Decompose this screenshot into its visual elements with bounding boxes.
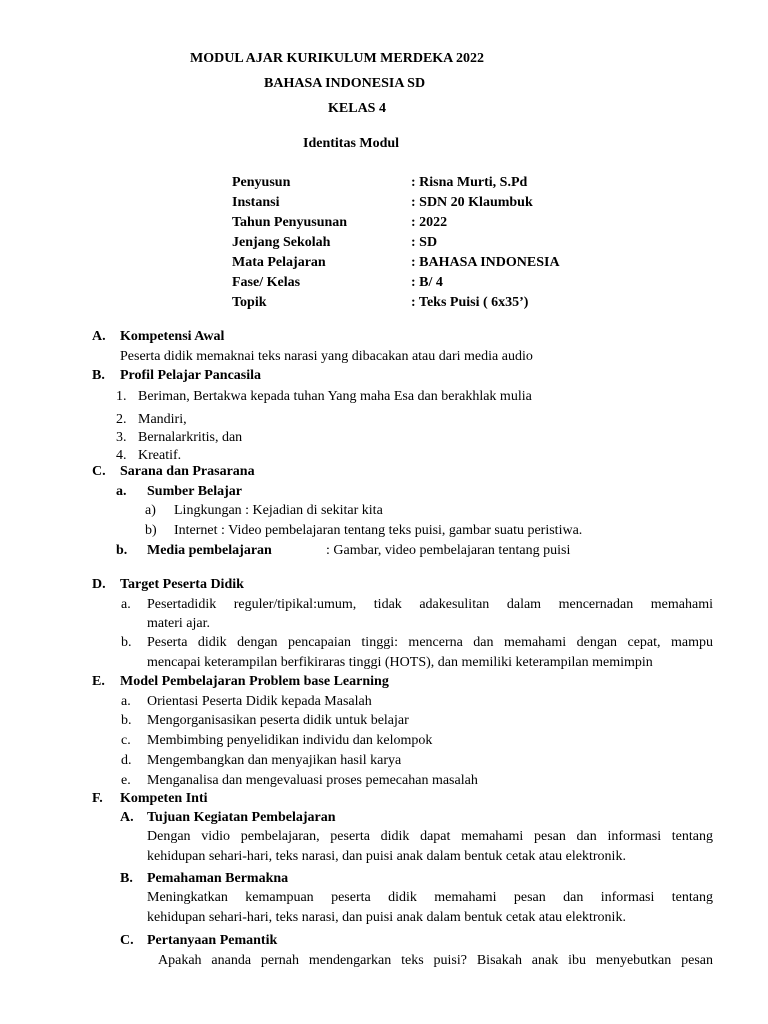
identity-value: : B/ 4 bbox=[411, 275, 443, 290]
list-item: Membimbing penyelidikan individu dan kelompok bbox=[147, 733, 433, 748]
list-number: e. bbox=[121, 773, 131, 788]
list-item: Kreatif. bbox=[138, 448, 182, 463]
identity-label: Jenjang Sekolah bbox=[232, 235, 331, 250]
section-title-profil-pelajar: Profil Pelajar Pancasila bbox=[120, 368, 262, 383]
list-item: Menganalisa dan mengevaluasi proses pemecahan masalah bbox=[147, 773, 478, 788]
document-title: MODUL AJAR KURIKULUM MERDEKA 2022 bbox=[190, 51, 485, 66]
identity-value: : Risna Murti, S.Pd bbox=[411, 175, 528, 190]
list-number: 3. bbox=[116, 430, 127, 445]
subsection-letter: C. bbox=[120, 933, 134, 948]
list-number: a. bbox=[121, 694, 131, 709]
document-class: KELAS 4 bbox=[328, 101, 386, 116]
subsection-value: : Gambar, video pembelajaran tentang puisi bbox=[326, 543, 571, 558]
identity-label: Topik bbox=[232, 295, 267, 310]
section-title-target: Target Peserta Didik bbox=[120, 577, 244, 592]
identity-label: Penyusun bbox=[232, 175, 291, 190]
list-item: Beriman, Bertakwa kepada tuhan Yang maha Esa dan berakhlak mulia bbox=[138, 389, 532, 404]
list-number: c. bbox=[121, 733, 131, 748]
subsection-title-tujuan: Tujuan Kegiatan Pembelajaran bbox=[147, 810, 336, 825]
list-item: Mengorganisasikan peserta didik untuk belajar bbox=[147, 713, 409, 728]
section-letter: C. bbox=[92, 464, 106, 479]
list-item-line: mencapai keterampilan berfikiraras tinggi (HOTS), dan memiliki keterampilan memimpin bbox=[147, 655, 653, 670]
identity-label: Mata Pelajaran bbox=[232, 255, 326, 270]
section-title-kompetensi-awal: Kompetensi Awal bbox=[120, 329, 225, 344]
list-item: Mengembangkan dan menyajikan hasil karya bbox=[147, 753, 402, 768]
list-item-line: materi ajar. bbox=[147, 616, 210, 631]
document-subject: BAHASA INDONESIA SD bbox=[264, 76, 426, 91]
list-item: Orientasi Peserta Didik kepada Masalah bbox=[147, 694, 372, 709]
section-body: Peserta didik memaknai teks narasi yang dibacakan atau dari media audio bbox=[120, 349, 533, 364]
section-letter: F. bbox=[92, 791, 103, 806]
identity-label: Tahun Penyusunan bbox=[232, 215, 348, 230]
list-item: Bernalarkritis, dan bbox=[138, 430, 243, 445]
list-number: a) bbox=[145, 503, 156, 518]
list-number: a. bbox=[121, 597, 131, 612]
section-letter: B. bbox=[92, 368, 105, 383]
section-letter: D. bbox=[92, 577, 106, 592]
section-letter: E. bbox=[92, 674, 105, 689]
subsection-title-media: Media pembelajaran bbox=[147, 543, 272, 558]
identity-value: : SDN 20 Klaumbuk bbox=[411, 195, 533, 210]
list-item: Mandiri, bbox=[138, 412, 187, 427]
list-item: Internet : Video pembelajaran tentang teks puisi, gambar suatu peristiwa. bbox=[174, 523, 583, 538]
identity-label: Fase/ Kelas bbox=[232, 275, 301, 290]
paragraph-line: Meningkatkan kemampuan peserta didik memahami pesan dan informasi tentang bbox=[147, 890, 713, 905]
list-item-line: Pesertadidik reguler/tipikal:umum, tidak adakesulitan dalam mencernadan memahami bbox=[147, 597, 713, 612]
list-number: b) bbox=[145, 523, 157, 538]
subsection-letter: A. bbox=[120, 810, 134, 825]
paragraph-line: kehidupan sehari-hari, teks narasi, dan puisi anak dalam bentuk cetak atau elektronik. bbox=[147, 910, 626, 925]
section-title-sarana: Sarana dan Prasarana bbox=[120, 464, 255, 479]
list-item: Lingkungan : Kejadian di sekitar kita bbox=[174, 503, 383, 518]
paragraph-line: Dengan vidio pembelajaran, peserta didik dapat memahami pesan dan informasi tentang bbox=[147, 829, 713, 844]
subsection-letter: B. bbox=[120, 871, 133, 886]
section-title-model: Model Pembelajaran Problem base Learning bbox=[120, 674, 389, 689]
subsection-letter: a. bbox=[116, 484, 127, 499]
identity-value: : 2022 bbox=[411, 215, 448, 230]
list-item-line: Peserta didik dengan pencapaian tinggi: mencerna dan memahami dengan cepat, mampu bbox=[147, 635, 713, 650]
identity-label: Instansi bbox=[232, 195, 280, 210]
list-number: b. bbox=[121, 713, 132, 728]
list-number: b. bbox=[121, 635, 132, 650]
list-number: 4. bbox=[116, 448, 127, 463]
subsection-title-sumber-belajar: Sumber Belajar bbox=[147, 484, 243, 499]
identity-value: : SD bbox=[411, 235, 438, 250]
list-number: d. bbox=[121, 753, 132, 768]
section-letter: A. bbox=[92, 329, 106, 344]
identity-value: : Teks Puisi ( 6x35’) bbox=[411, 295, 529, 310]
identity-value: : BAHASA INDONESIA bbox=[411, 255, 560, 270]
paragraph-line: kehidupan sehari-hari, teks narasi, dan puisi anak dalam bentuk cetak atau elektronik. bbox=[147, 849, 626, 864]
subsection-letter: b. bbox=[116, 543, 128, 558]
subsection-title-pertanyaan: Pertanyaan Pemantik bbox=[147, 933, 278, 948]
subsection-title-pemahaman: Pemahaman Bermakna bbox=[147, 871, 289, 886]
list-number: 2. bbox=[116, 412, 127, 427]
section-title-kompeten-inti: Kompeten Inti bbox=[120, 791, 208, 806]
paragraph-line: Apakah ananda pernah mendengarkan teks puisi? Bisakah anak ibu menyebutkan pesan bbox=[158, 953, 713, 968]
list-number: 1. bbox=[116, 389, 127, 404]
identity-heading: Identitas Modul bbox=[303, 136, 400, 151]
